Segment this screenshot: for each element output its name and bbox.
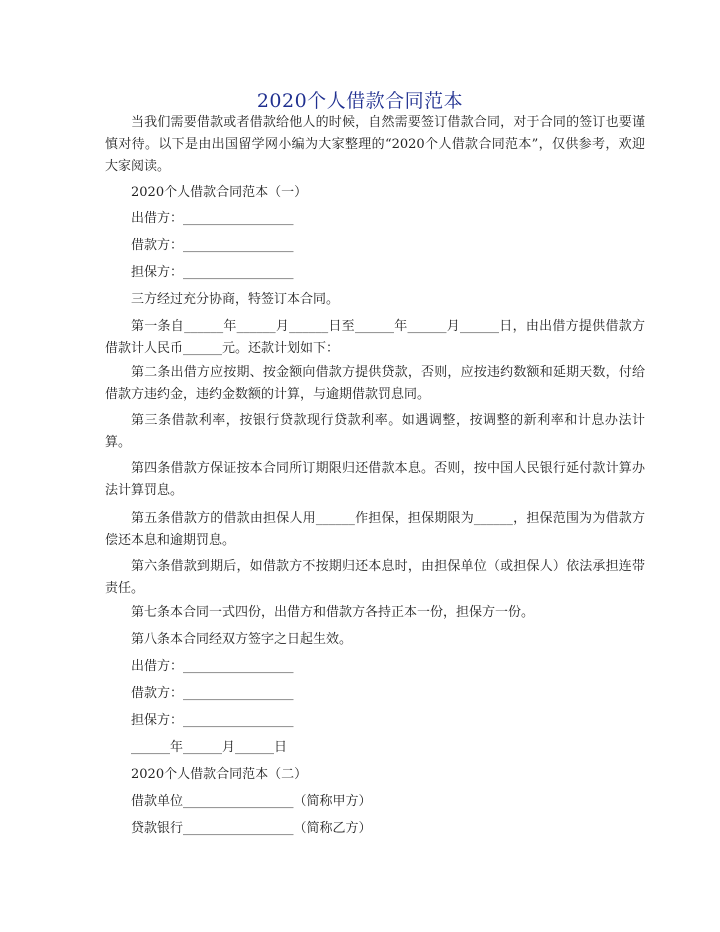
clause-7: 第七条本合同一式四份，出借方和借款方各持正本一份，担保方一份。 — [131, 605, 535, 620]
clause-8: 第八条本合同经双方签字之日起生效。 — [131, 632, 353, 647]
lending-bank-line: 贷款银行_________________（简称乙方） — [131, 821, 372, 836]
lender-line: 出借方：_________________ — [131, 211, 294, 226]
clause-1: 第一条自______年______月______日至______年______月______日，由出借方提供借款方借款计人民币______元。还款计划如下： — [105, 319, 645, 356]
borrower-unit-line: 借款单位_________________（简称甲方） — [131, 794, 372, 809]
sign-guarantor-line: 担保方：_________________ — [131, 713, 294, 728]
document-title: 2020个人借款合同范本 — [256, 90, 464, 112]
clause-4: 第四条借款方保证按本合同所订期限归还借款本息。否则，按中国人民银行延付款计算办法计算罚息。 — [105, 461, 645, 498]
sign-borrower-line: 借款方：_________________ — [131, 686, 294, 701]
agreement-line: 三方经过充分协商，特签订本合同。 — [131, 292, 340, 307]
clause-5: 第五条借款方的借款由担保人用______作担保，担保期限为______，担保范围为为借款方偿还本息和逾期罚息。 — [105, 511, 645, 548]
clause-6: 第六条借款到期后，如借款方不按期归还本息时，由担保单位（或担保人）依法承担连带责任。 — [105, 559, 645, 596]
section2-heading: 2020个人借款合同范本（二） — [131, 767, 308, 782]
borrower-line: 借款方：_________________ — [131, 238, 294, 253]
date-line: ______年______月______日 — [131, 740, 288, 755]
clause-2: 第二条出借方应按期、按金额向借款方提供贷款，否则，应按违约数额和延期天数，付给借款方违约金，违约金数额的计算，与逾期借款罚息同。 — [105, 365, 645, 402]
intro-paragraph: 当我们需要借款或者借款给他人的时候，自然需要签订借款合同，对于合同的签订也要谨慎对待。以下是由出国留学网小编为大家整理的“2020个人借款合同范本”，仅供参考，欢迎大家阅读。 — [105, 115, 645, 174]
guarantor-line: 担保方：_________________ — [131, 265, 294, 280]
sign-lender-line: 出借方：_________________ — [131, 659, 294, 674]
clause-3: 第三条借款利率，按银行贷款现行贷款利率。如遇调整，按调整的新利率和计息办法计算。 — [105, 413, 645, 450]
section1-heading: 2020个人借款合同范本（一） — [131, 185, 308, 200]
